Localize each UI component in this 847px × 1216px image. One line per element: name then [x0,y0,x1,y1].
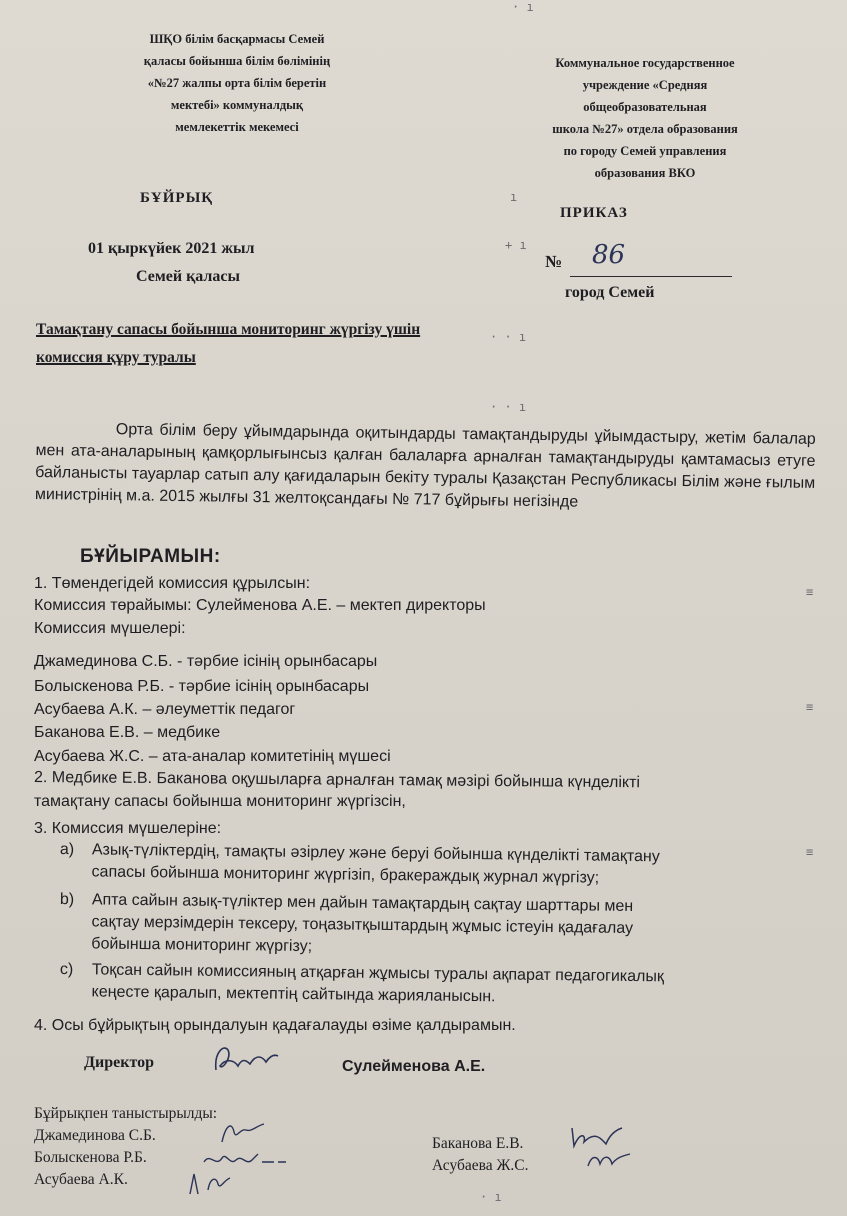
scan-artifact: ≡ [806,845,814,859]
scan-artifact: · ı [512,0,534,14]
subitem-marker: c) [59,960,74,979]
subitem-line: бойынша мониторинг жүргізу; [91,935,313,956]
scan-artifact: ≡ [806,585,814,599]
item-line: 3. Комиссия мүшелеріне: [34,820,222,837]
director-name: Сулейменова А.Е. [342,1058,486,1075]
header-left-line: мемлекеттік мекемесі [175,120,299,134]
subitem-marker: a) [59,840,75,859]
subitem-marker: b) [59,890,75,909]
item-4: 4. Осы бұйрықтың орындалуын қадағалауды өзіме қалдырамын. [34,1017,516,1034]
header-right-line: школа №27» отдела образования [552,122,738,136]
header-left-line: «№27 жалпы орта білім беретін [147,76,327,90]
city-russian: город Семей [565,284,655,301]
number-label: № [545,252,563,271]
subject-line: Тамақтану сапасы бойынша мониторинг жүргізу үшін [36,321,421,338]
subitem-line: Азық-түліктердің, тамақты әзірлеу және беруі бойынша күнделікті тамақтану [91,841,660,866]
item-line: 2. Медбике Е.В. Баканова оқушыларға арналған тамақ мәзірі бойынша күнделікті [33,769,641,792]
header-right-line: общеобразовательная [583,100,707,114]
signature-icon [184,1168,244,1198]
acknowledged-heading: Бұйрықпен таныстырылды: [34,1105,218,1122]
city-kazakh: Семей қаласы [136,268,240,285]
signature-icon [218,1118,268,1148]
item-line: Комиссия мүшелері: [34,620,186,637]
subitem-line: сақтау мерзімдерін тексеру, тоңазытқыштардың жұмыс істеуін қадағалау [91,913,634,938]
scan-artifact: · · ı [490,330,527,344]
signature-icon [584,1148,634,1172]
scan-artifact: ≡ [806,700,814,714]
item-line: Джамединова С.Б. - тәрбие ісінің орынбасары [34,653,378,670]
item-line: Комиссия төрайымы: Сулейменова А.Е. – мектеп директоры [34,597,486,614]
subject-line: комиссия құру туралы [36,349,196,366]
header-right-line: по городу Семей управления [563,144,727,158]
order-date: 01 қыркүйек 2021 жыл [88,240,255,257]
acknowledged-name: Баканова Е.В. [432,1135,524,1152]
acknowledged-name: Асубаева А.К. [34,1171,128,1188]
item-line: 1. Төмендегідей комиссия құрылсын: [34,575,311,592]
acknowledged-name: Болыскенова Р.Б. [34,1149,147,1166]
signature-icon [566,1124,626,1150]
director-signature-icon [210,1040,280,1080]
decree-heading: БҰЙЫРАМЫН: [80,546,221,567]
header-right-line: учреждение «Средняя [582,78,708,92]
item-line: Болыскенова Р.Б. - тәрбие ісінің орынбасары [34,678,370,695]
director-title: Директор [84,1054,154,1071]
scan-artifact: · ı [480,1190,502,1204]
header-left-line: мектебі» коммуналдық [170,98,304,112]
subitem-line: сапасы бойынша мониторинг жүргізіп, бракераждық журнал жүргізу; [91,863,600,887]
item-line: Асубаева А.К. – әлеуметтік педагог [34,701,296,718]
preamble-text: Орта білім беру ұйымдарында оқитындарды тамақтандыруды ұйымдастыру, жетім балалар мен ата-аналарының қамқорлығынсыз қалған балаларға арналған тамақтандыруды қамтамасыз етуге байланысты тауарлар сатып алу қағидаларын бекіту туралы Қазақстан Республикасы Білім және ғылым министрінің м.а. 2015 жылғы 31 желтоқсандағы № 717 бұйрығы негізінде [34,421,816,511]
scan-artifact: ı [510,190,518,204]
header-right-line: Коммунальное государственное [555,56,735,70]
header-right-line: образования ВКО [594,166,696,180]
subitem-line: кеңесте қаралып, мектептің сайтында жарияланысын. [91,983,496,1006]
header-left-line: ШҚО білім басқармасы Семей [149,32,325,46]
subitem-line: Тоқсан сайын комиссияның атқарған жұмысы туралы ақпарат педагогикалық [91,961,665,986]
subitem-line: Апта сайын азық-түліктер мен дайын тамақтардың сақтау шарттары мен [91,891,634,916]
scan-artifact: + ı [505,238,527,252]
scan-artifact: · · ı [490,400,527,414]
item-line: тамақтану сапасы бойынша мониторинг жүргізсін, [34,793,406,810]
acknowledged-name: Джамединова С.Б. [34,1127,156,1144]
handwritten-order-number: 86 [592,240,626,270]
header-left-line: қаласы бойынша білім бөлімінің [143,54,331,68]
acknowledged-name: Асубаева Ж.С. [432,1157,529,1174]
item-line: Асубаева Ж.С. – ата-аналар комитетінің мүшесі [34,748,391,765]
order-title-kazakh: БҰЙРЫҚ [140,190,214,206]
item-line: Баканова Е.В. – медбике [34,724,221,741]
order-title-russian: ПРИКАЗ [560,205,628,221]
